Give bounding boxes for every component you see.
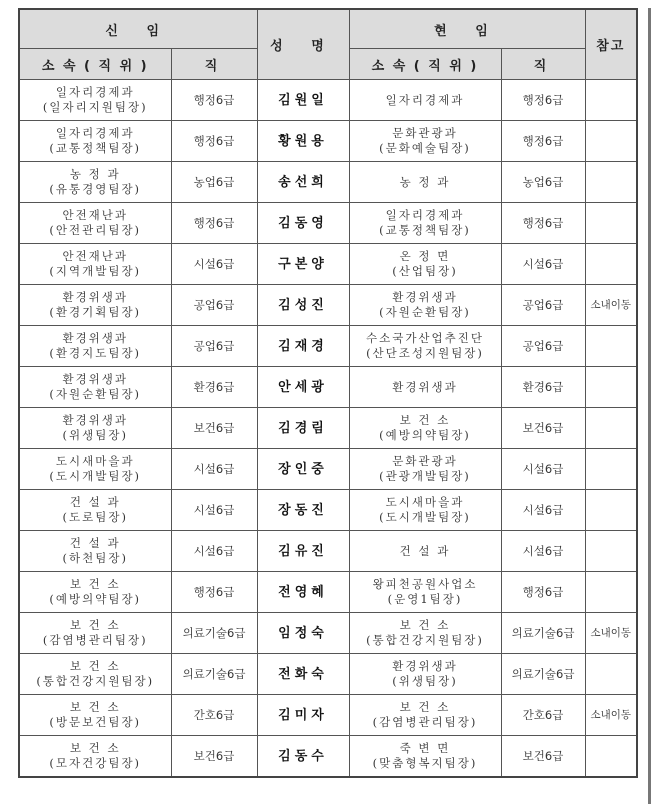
current-department-name: 농 정 과	[399, 174, 451, 189]
new-department-cell	[19, 244, 171, 285]
header-dept-current: 소 속 ( 직 위 )	[349, 49, 501, 80]
note-cell	[585, 408, 637, 449]
note-cell	[585, 203, 637, 244]
new-department-name: 도시새마을과	[55, 454, 135, 468]
person-name-cell: 김성진	[257, 285, 349, 326]
appointment-table	[18, 8, 638, 778]
note-cell	[585, 244, 637, 285]
new-department-name: 농 정 과	[69, 167, 121, 181]
current-department-cell	[349, 490, 501, 531]
current-department-name: 일자리경제과	[385, 92, 465, 107]
table-row	[19, 367, 637, 408]
table-row	[19, 654, 637, 695]
page-edge-divider	[648, 8, 651, 804]
new-department-cell	[19, 531, 171, 572]
current-grade-cell: 행정6급	[501, 572, 585, 613]
new-department-name: 일자리경제과	[55, 85, 135, 99]
current-position-title: (위생팀장)	[392, 674, 458, 688]
note-cell	[585, 80, 637, 121]
current-department-cell	[349, 203, 501, 244]
new-grade-cell: 행정6급	[171, 203, 257, 244]
current-grade-cell: 행정6급	[501, 80, 585, 121]
new-grade-cell: 농업6급	[171, 162, 257, 203]
header-note: 참고	[585, 9, 637, 80]
person-name-cell: 김동영	[257, 203, 349, 244]
new-department-name: 보 건 소	[69, 577, 121, 591]
new-position-title: (모자건강팀장)	[49, 756, 142, 770]
person-name-cell: 김재경	[257, 326, 349, 367]
current-grade-cell: 의료기술6급	[501, 613, 585, 654]
current-department-name: 문화관광과	[392, 126, 458, 140]
current-grade-cell: 간호6급	[501, 695, 585, 736]
new-department-cell	[19, 203, 171, 244]
person-name-cell: 김미자	[257, 695, 349, 736]
person-name-cell: 장인중	[257, 449, 349, 490]
current-department-cell	[349, 572, 501, 613]
header-dept-new: 소 속 ( 직 위 )	[19, 49, 171, 80]
table-row	[19, 326, 637, 367]
person-name-cell: 임정숙	[257, 613, 349, 654]
new-grade-cell: 공업6급	[171, 326, 257, 367]
current-position-title: (관광개발팀장)	[379, 469, 471, 483]
header-grade-current: 직	[501, 49, 585, 80]
current-department-name: 보 건 소	[399, 618, 451, 632]
new-department-cell	[19, 490, 171, 531]
new-grade-cell: 보건6급	[171, 736, 257, 778]
current-department-cell	[349, 80, 501, 121]
current-department-cell	[349, 326, 501, 367]
note-cell	[585, 572, 637, 613]
new-department-cell	[19, 736, 171, 778]
person-name-cell: 전화숙	[257, 654, 349, 695]
current-department-cell	[349, 654, 501, 695]
current-department-cell	[349, 695, 501, 736]
new-position-title: (자원순환팀장)	[49, 387, 142, 401]
new-grade-cell: 의료기술6급	[171, 654, 257, 695]
current-department-cell	[349, 613, 501, 654]
table-row	[19, 695, 637, 736]
current-department-name: 환경위생과	[392, 379, 458, 394]
new-position-title: (통합건강지원팀장)	[36, 674, 155, 688]
new-department-name: 안전재난과	[62, 208, 129, 222]
new-position-title: (도시개발팀장)	[49, 469, 142, 483]
current-grade-cell: 환경6급	[501, 367, 585, 408]
person-name-cell: 전영혜	[257, 572, 349, 613]
new-department-cell	[19, 408, 171, 449]
note-cell	[585, 654, 637, 695]
current-grade-cell: 시설6급	[501, 490, 585, 531]
new-grade-cell: 환경6급	[171, 367, 257, 408]
header-grade-new: 직	[171, 49, 257, 80]
table-body	[19, 80, 637, 778]
note-cell	[585, 490, 637, 531]
current-position-title: (감염병관리팀장)	[372, 715, 478, 729]
current-department-name: 보 건 소	[399, 413, 451, 427]
current-grade-cell: 행정6급	[501, 203, 585, 244]
current-position-title: (도시개발팀장)	[379, 510, 471, 524]
note-cell	[585, 162, 637, 203]
new-grade-cell: 시설6급	[171, 531, 257, 572]
new-grade-cell: 간호6급	[171, 695, 257, 736]
note-cell	[585, 326, 637, 367]
person-name-cell: 김동수	[257, 736, 349, 778]
table-row	[19, 490, 637, 531]
new-position-title: (예방의약팀장)	[49, 592, 142, 606]
person-name-cell: 김경림	[257, 408, 349, 449]
current-department-cell	[349, 244, 501, 285]
person-name-cell: 황원용	[257, 121, 349, 162]
appointment-table-frame	[18, 8, 636, 778]
person-name-cell: 김유진	[257, 531, 349, 572]
current-department-name: 환경위생과	[392, 290, 458, 304]
current-grade-cell: 시설6급	[501, 449, 585, 490]
table-row	[19, 121, 637, 162]
table-row	[19, 736, 637, 778]
current-grade-cell: 보건6급	[501, 736, 585, 778]
new-grade-cell: 행정6급	[171, 121, 257, 162]
current-position-title: (자원순환팀장)	[379, 305, 471, 319]
new-department-cell	[19, 572, 171, 613]
new-department-name: 환경위생과	[62, 331, 129, 345]
table-row	[19, 285, 637, 326]
new-position-title: (하천팀장)	[62, 551, 128, 565]
table-row	[19, 162, 637, 203]
current-position-title: (맞춤형복지팀장)	[372, 756, 478, 770]
current-department-cell	[349, 162, 501, 203]
note-cell	[585, 531, 637, 572]
current-department-name: 수소국가산업추진단	[366, 331, 484, 345]
new-department-name: 안전재난과	[62, 249, 129, 263]
table-row	[19, 203, 637, 244]
person-name-cell: 김원일	[257, 80, 349, 121]
new-department-name: 보 건 소	[69, 659, 121, 673]
table-row	[19, 408, 637, 449]
new-department-name: 보 건 소	[69, 700, 121, 714]
new-position-title: (지역개발팀장)	[49, 264, 142, 278]
new-department-cell	[19, 121, 171, 162]
new-department-cell	[19, 367, 171, 408]
new-department-cell	[19, 654, 171, 695]
note-cell: 소내이동	[585, 613, 637, 654]
new-position-title: (환경기획팀장)	[49, 305, 142, 319]
current-department-cell	[349, 408, 501, 449]
new-position-title: (감염병관리팀장)	[42, 633, 148, 647]
person-name-cell: 구본양	[257, 244, 349, 285]
new-grade-cell: 시설6급	[171, 449, 257, 490]
current-department-name: 일자리경제과	[385, 208, 465, 222]
person-name-cell: 송선희	[257, 162, 349, 203]
table-row	[19, 613, 637, 654]
new-position-title: (일자리지원팀장)	[42, 100, 148, 114]
new-department-cell	[19, 613, 171, 654]
new-position-title: (환경지도팀장)	[49, 346, 142, 360]
current-grade-cell: 보건6급	[501, 408, 585, 449]
new-grade-cell: 공업6급	[171, 285, 257, 326]
current-position-title: (산단조성지원팀장)	[366, 346, 484, 360]
header-current-post: 현 임	[349, 9, 585, 49]
new-position-title: (도로팀장)	[62, 510, 128, 524]
note-cell: 소내이동	[585, 285, 637, 326]
current-department-name: 온 정 면	[399, 249, 451, 263]
new-grade-cell: 시설6급	[171, 490, 257, 531]
table-row	[19, 449, 637, 490]
new-department-name: 환경위생과	[62, 372, 129, 386]
current-department-name: 환경위생과	[392, 659, 458, 673]
current-position-title: (운영1팀장)	[387, 592, 463, 606]
current-grade-cell: 행정6급	[501, 121, 585, 162]
current-position-title: (통합건강지원팀장)	[366, 633, 484, 647]
current-department-name: 건 설 과	[399, 543, 451, 558]
current-position-title: (교통정책팀장)	[379, 223, 471, 237]
note-cell	[585, 121, 637, 162]
current-department-name: 도시새마을과	[385, 495, 465, 509]
new-grade-cell: 행정6급	[171, 572, 257, 613]
new-position-title: (위생팀장)	[62, 428, 128, 442]
new-department-cell	[19, 695, 171, 736]
new-department-name: 환경위생과	[62, 290, 129, 304]
new-department-cell	[19, 285, 171, 326]
current-department-cell	[349, 449, 501, 490]
current-position-title: (산업팀장)	[392, 264, 458, 278]
new-grade-cell: 행정6급	[171, 80, 257, 121]
note-cell	[585, 367, 637, 408]
current-grade-cell: 공업6급	[501, 285, 585, 326]
current-department-cell	[349, 121, 501, 162]
new-position-title: (유통경영팀장)	[49, 182, 142, 196]
current-position-title: (예방의약팀장)	[379, 428, 471, 442]
new-department-name: 보 건 소	[69, 618, 121, 632]
new-department-name: 건 설 과	[69, 495, 121, 509]
current-grade-cell: 시설6급	[501, 531, 585, 572]
new-department-name: 일자리경제과	[55, 126, 135, 140]
person-name-cell: 안세광	[257, 367, 349, 408]
current-grade-cell: 공업6급	[501, 326, 585, 367]
new-grade-cell: 의료기술6급	[171, 613, 257, 654]
header-new-post: 신 임	[19, 9, 257, 49]
new-department-cell	[19, 162, 171, 203]
note-cell	[585, 449, 637, 490]
current-department-name: 보 건 소	[399, 700, 451, 714]
current-department-cell	[349, 367, 501, 408]
note-cell	[585, 736, 637, 778]
note-cell: 소내이동	[585, 695, 637, 736]
new-department-cell	[19, 80, 171, 121]
new-grade-cell: 시설6급	[171, 244, 257, 285]
table-row	[19, 531, 637, 572]
current-department-name: 왕피천공원사업소	[372, 577, 478, 591]
header-name: 성 명	[257, 9, 349, 80]
current-department-cell	[349, 285, 501, 326]
new-position-title: (안전관리팀장)	[49, 223, 142, 237]
new-department-cell	[19, 449, 171, 490]
new-position-title: (교통정책팀장)	[49, 141, 142, 155]
table-row	[19, 80, 637, 121]
new-department-name: 환경위생과	[62, 413, 129, 427]
current-department-cell	[349, 736, 501, 778]
new-grade-cell: 보건6급	[171, 408, 257, 449]
person-name-cell: 장동진	[257, 490, 349, 531]
current-department-name: 죽 변 면	[399, 741, 451, 755]
new-department-cell	[19, 326, 171, 367]
new-department-name: 건 설 과	[69, 536, 121, 550]
new-position-title: (방문보건팀장)	[49, 715, 142, 729]
current-department-cell	[349, 531, 501, 572]
table-row	[19, 244, 637, 285]
current-grade-cell: 시설6급	[501, 244, 585, 285]
current-grade-cell: 의료기술6급	[501, 654, 585, 695]
current-department-name: 문화관광과	[392, 454, 458, 468]
new-department-name: 보 건 소	[69, 741, 121, 755]
current-grade-cell: 농업6급	[501, 162, 585, 203]
table-row	[19, 572, 637, 613]
current-position-title: (문화예술팀장)	[379, 141, 471, 155]
